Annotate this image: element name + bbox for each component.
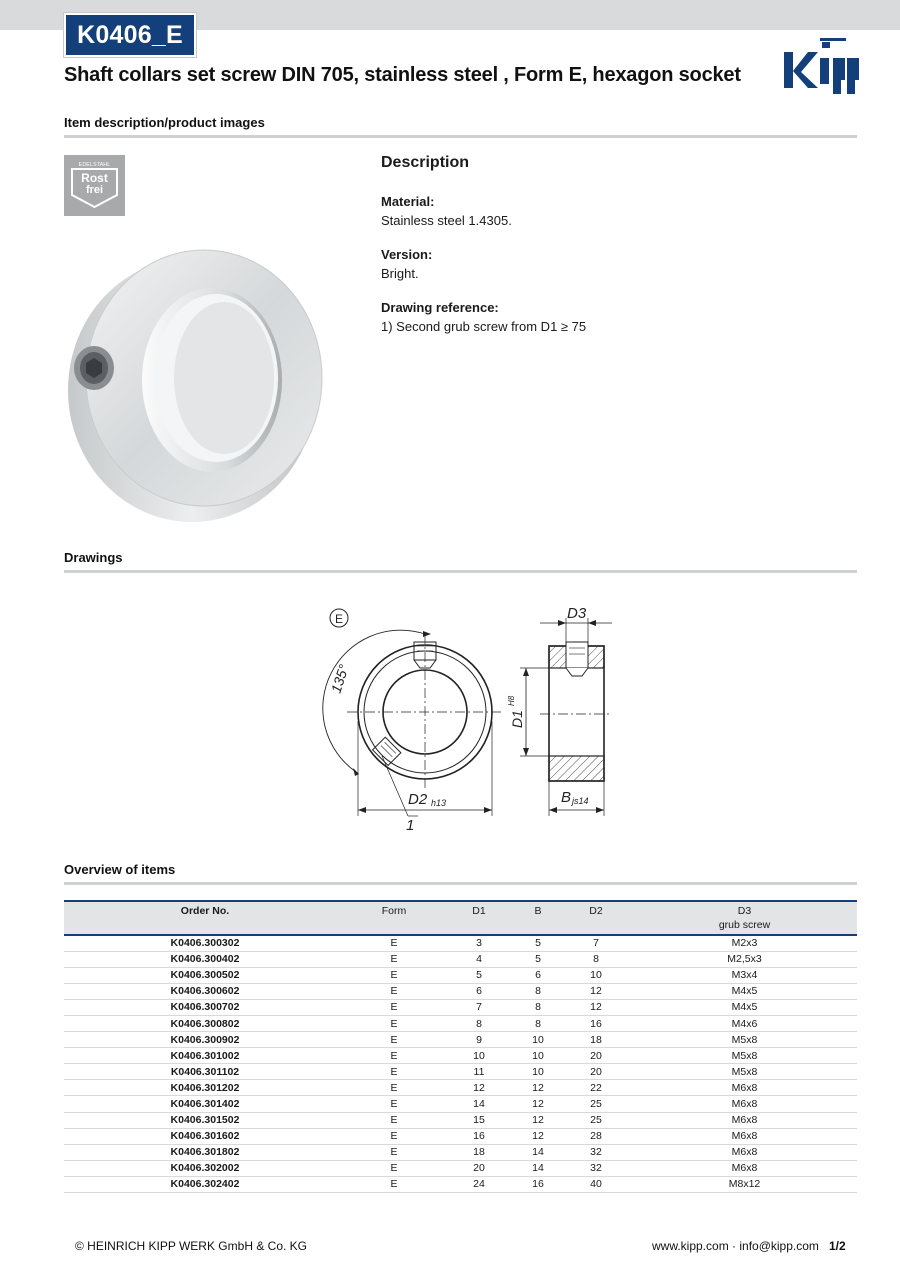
table-row xyxy=(64,983,857,999)
cell-form: E xyxy=(346,983,442,999)
material-value: Stainless steel 1.4305. xyxy=(381,213,512,228)
cell-order-no: K0406.300502 xyxy=(64,967,346,983)
table-row xyxy=(64,935,857,951)
cell-b: 5 xyxy=(516,951,560,967)
cell-b: 10 xyxy=(516,1048,560,1064)
cell-d2: 22 xyxy=(560,1080,632,1096)
cell-d2: 20 xyxy=(560,1064,632,1080)
footer-contact: www.kipp.com · info@kipp.com xyxy=(652,1239,819,1253)
version-label: Version: xyxy=(381,247,433,262)
cell-d1: 6 xyxy=(442,983,516,999)
cell-d1: 4 xyxy=(442,951,516,967)
header-d2: D2 xyxy=(589,905,603,917)
reference-number: 1 xyxy=(406,817,415,834)
page-title: Shaft collars set screw DIN 705, stainless steel , Form E, hexagon socket xyxy=(64,64,741,86)
cell-form: E xyxy=(346,951,442,967)
cell-d2: 8 xyxy=(560,951,632,967)
cell-d1: 12 xyxy=(442,1080,516,1096)
cell-d1: 8 xyxy=(442,1015,516,1031)
cell-d1: 10 xyxy=(442,1048,516,1064)
table-row xyxy=(64,1160,857,1176)
cell-order-no: K0406.300602 xyxy=(64,983,346,999)
table-row xyxy=(64,951,857,967)
description-panel xyxy=(381,154,841,352)
cell-order-no: K0406.300402 xyxy=(64,951,346,967)
table-row xyxy=(64,999,857,1015)
cell-form: E xyxy=(346,999,442,1015)
angle-label: 135° xyxy=(327,662,352,695)
cell-b: 8 xyxy=(516,1015,560,1031)
cell-form: E xyxy=(346,1048,442,1064)
d1-tolerance: H8 xyxy=(507,695,516,706)
badge-line2: frei xyxy=(85,184,104,196)
cell-order-no: K0406.300802 xyxy=(64,1015,346,1031)
cell-d2: 16 xyxy=(560,1015,632,1031)
drawing-reference-value: 1) Second grub screw from D1 ≥ 75 xyxy=(381,319,587,334)
section-divider xyxy=(64,135,857,138)
table-row xyxy=(64,1144,857,1160)
cell-d3: M2x3 xyxy=(632,935,857,951)
cell-order-no: K0406.301002 xyxy=(64,1048,346,1064)
cell-b: 8 xyxy=(516,999,560,1015)
cell-form: E xyxy=(346,1128,442,1144)
cell-b: 12 xyxy=(516,1128,560,1144)
cell-form: E xyxy=(346,1032,442,1048)
cell-d3: M4x5 xyxy=(632,983,857,999)
cell-d1: 18 xyxy=(442,1144,516,1160)
cell-order-no: K0406.300702 xyxy=(64,999,346,1015)
cell-d3: M6x8 xyxy=(632,1096,857,1112)
table-row xyxy=(64,1064,857,1080)
cell-d3: M3x4 xyxy=(632,967,857,983)
table-row xyxy=(64,1015,857,1031)
cell-d3: M8x12 xyxy=(632,1176,857,1192)
header-d3 xyxy=(632,901,857,935)
table-row xyxy=(64,1112,857,1128)
d3-label: D3 xyxy=(567,605,587,622)
cell-d1: 20 xyxy=(442,1160,516,1176)
material-label: Material: xyxy=(381,194,435,209)
cell-form: E xyxy=(346,1064,442,1080)
cell-d2: 12 xyxy=(560,983,632,999)
cell-d1: 16 xyxy=(442,1128,516,1144)
section-divider xyxy=(64,570,857,573)
cell-form: E xyxy=(346,1176,442,1192)
cell-b: 16 xyxy=(516,1176,560,1192)
table-row xyxy=(64,1080,857,1096)
cell-d2: 32 xyxy=(560,1160,632,1176)
cell-b: 10 xyxy=(516,1064,560,1080)
cell-order-no: K0406.301202 xyxy=(64,1080,346,1096)
cell-order-no: K0406.301102 xyxy=(64,1064,346,1080)
table-row xyxy=(64,1032,857,1048)
cell-order-no: K0406.302402 xyxy=(64,1176,346,1192)
header-d1: D1 xyxy=(472,905,486,917)
cell-form: E xyxy=(346,967,442,983)
table-row xyxy=(64,967,857,983)
cell-d2: 20 xyxy=(560,1048,632,1064)
table-header-row xyxy=(64,901,857,935)
cell-form: E xyxy=(346,1015,442,1031)
cell-d2: 18 xyxy=(560,1032,632,1048)
section-label-drawings: Drawings xyxy=(64,550,123,565)
cell-d3: M4x6 xyxy=(632,1015,857,1031)
cell-d2: 40 xyxy=(560,1176,632,1192)
cell-b: 12 xyxy=(516,1112,560,1128)
cell-order-no: K0406.301802 xyxy=(64,1144,346,1160)
cell-form: E xyxy=(346,1112,442,1128)
cell-d2: 10 xyxy=(560,967,632,983)
cell-d1: 11 xyxy=(442,1064,516,1080)
cell-form: E xyxy=(346,1080,442,1096)
cell-d3: M6x8 xyxy=(632,1080,857,1096)
header-d3-title: D3 xyxy=(737,905,752,917)
cell-b: 5 xyxy=(516,935,560,951)
cell-order-no: K0406.300302 xyxy=(64,935,346,951)
cell-form: E xyxy=(346,1144,442,1160)
cell-d2: 28 xyxy=(560,1128,632,1144)
cell-d1: 3 xyxy=(442,935,516,951)
grub-screw-icon xyxy=(74,346,114,390)
b-label: B xyxy=(561,789,572,806)
section-divider xyxy=(64,882,857,885)
table-row xyxy=(64,1048,857,1064)
cell-order-no: K0406.301502 xyxy=(64,1112,346,1128)
cell-order-no: K0406.301602 xyxy=(64,1128,346,1144)
footer-copyright: © HEINRICH KIPP WERK GmbH & Co. KG xyxy=(75,1239,307,1253)
kipp-logo xyxy=(782,38,860,94)
description-title: Description xyxy=(381,154,470,171)
cell-d3: M2,5x3 xyxy=(632,951,857,967)
page-number: 1/2 xyxy=(829,1239,846,1253)
cell-b: 6 xyxy=(516,967,560,983)
cell-b: 12 xyxy=(516,1096,560,1112)
version-value: Bright. xyxy=(381,266,419,281)
cell-d3: M5x8 xyxy=(632,1064,857,1080)
cell-d3: M6x8 xyxy=(632,1112,857,1128)
cell-d2: 32 xyxy=(560,1144,632,1160)
header-b: B xyxy=(534,905,542,917)
cell-d2: 25 xyxy=(560,1112,632,1128)
d1-label: D1 xyxy=(509,710,525,728)
cell-d3: M5x8 xyxy=(632,1048,857,1064)
cell-order-no: K0406.300902 xyxy=(64,1032,346,1048)
cell-order-no: K0406.301402 xyxy=(64,1096,346,1112)
cell-form: E xyxy=(346,1096,442,1112)
table-row xyxy=(64,1128,857,1144)
cell-d1: 7 xyxy=(442,999,516,1015)
technical-drawing xyxy=(300,596,630,836)
cell-d2: 7 xyxy=(560,935,632,951)
table-row xyxy=(64,1176,857,1192)
section-label-item-description: Item description/product images xyxy=(64,115,265,130)
cell-d1: 5 xyxy=(442,967,516,983)
cell-d3: M6x8 xyxy=(632,1144,857,1160)
form-marker-label: E xyxy=(335,612,344,626)
cell-d3: M4x5 xyxy=(632,999,857,1015)
badge-top-text: EDELSTAHL xyxy=(78,162,111,168)
cell-d3: M6x8 xyxy=(632,1160,857,1176)
cell-b: 14 xyxy=(516,1160,560,1176)
cell-b: 14 xyxy=(516,1144,560,1160)
product-code-badge: K0406_E xyxy=(64,13,196,57)
drawing-reference-label: Drawing reference: xyxy=(381,300,499,315)
cell-d1: 15 xyxy=(442,1112,516,1128)
product-image xyxy=(64,228,326,528)
header-order-no: Order No. xyxy=(180,905,230,917)
cell-d1: 24 xyxy=(442,1176,516,1192)
cell-form: E xyxy=(346,1160,442,1176)
header-d3-subtitle: grub screw xyxy=(718,919,771,931)
cell-b: 10 xyxy=(516,1032,560,1048)
badge-line1: Rost xyxy=(81,171,108,185)
items-table xyxy=(64,900,857,1193)
d2-label: D2 xyxy=(408,791,428,808)
section-label-overview: Overview of items xyxy=(64,862,176,877)
cell-d2: 12 xyxy=(560,999,632,1015)
b-tolerance: js14 xyxy=(572,796,589,806)
cell-d1: 14 xyxy=(442,1096,516,1112)
d2-tolerance: h13 xyxy=(431,798,447,808)
cell-b: 12 xyxy=(516,1080,560,1096)
cell-form: E xyxy=(346,935,442,951)
cell-d3: M6x8 xyxy=(632,1128,857,1144)
header-form: Form xyxy=(381,905,407,917)
table-row xyxy=(64,1096,857,1112)
cell-d3: M5x8 xyxy=(632,1032,857,1048)
stainless-badge xyxy=(64,155,125,216)
cell-d1: 9 xyxy=(442,1032,516,1048)
cell-b: 8 xyxy=(516,983,560,999)
cell-d2: 25 xyxy=(560,1096,632,1112)
cell-order-no: K0406.302002 xyxy=(64,1160,346,1176)
